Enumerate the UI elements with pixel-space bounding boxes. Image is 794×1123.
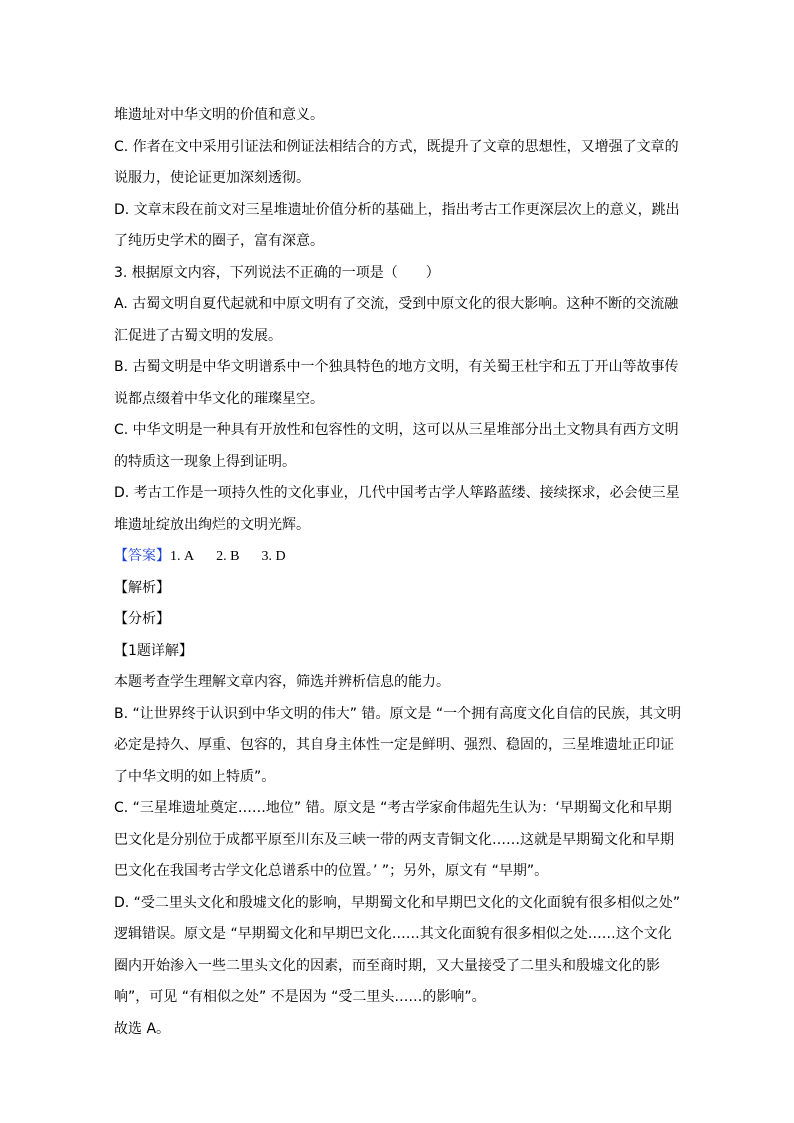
detail-line: 本题考查学生理解文章内容，筛选并辨析信息的能力。	[114, 674, 450, 690]
text-line: 汇促进了古蜀文明的发展。	[114, 327, 282, 344]
text-line: 说服力，使论证更加深刻透彻。	[114, 170, 310, 186]
text-line: 的特质这一现象上得到证明。	[114, 453, 296, 470]
detail-tag: 【1题详解】	[114, 642, 193, 659]
option-c-line: C. 作者在文中采用引证法和例证法相结合的方式，既提升了文章的思想性，又增强了文章的	[114, 138, 679, 155]
detail-line: D. “受二里头文化和殷墟文化的影响，早期蜀文化和早期巴文化的文化面貌有很多相似之处”	[114, 894, 681, 911]
detail-line: B. “让世界终于认识到中华文明的伟大” 错。原文是 “一个拥有高度文化自信的民族，其文明	[114, 705, 682, 722]
question-3: 3. 根据原文内容，下列说法不正确的一项是（ ）	[114, 264, 440, 281]
detail-line: 了中华文明的如上特质”。	[114, 768, 276, 785]
fenxi-tag: 【分析】	[114, 611, 170, 627]
detail-line: 响”，可见 “有相似之处” 不是因为 “受二里头……的影响”。	[114, 989, 486, 1005]
text-line: 堆遗址绽放出绚烂的文明光辉。	[114, 516, 310, 533]
answer-tag: 【答案】	[114, 548, 170, 564]
option-a-line: A. 古蜀文明自夏代起就和中原文明有了交流，受到中原文化的很大影响。这种不断的交流融	[114, 296, 679, 312]
conclusion-line: 故选 A。	[114, 1020, 171, 1037]
option-d-line: D. 考古工作是一项持久性的文化事业，几代中国考古学人筚路蓝缕、接续探求，必会使三星	[114, 485, 680, 501]
detail-line: 必定是持久、厚重、包容的，其自身主体性一定是鲜明、强烈、稳固的，三星堆遗址正印证	[114, 737, 674, 753]
analysis-tag: 【解析】	[114, 579, 170, 596]
text-line: 了纯历史学术的圈子，富有深意。	[114, 233, 324, 249]
answer-item: 2. B	[216, 549, 240, 564]
text-line: 说都点缀着中华文化的璀璨星空。	[114, 390, 324, 407]
answer-item: 3. D	[261, 549, 286, 564]
detail-line: 巴文化是分别位于成都平原至川东及三峡一带的两支青铜文化……这就是早期蜀文化和早期	[114, 831, 674, 848]
option-b-line: B. 古蜀文明是中华文明谱系中一个独具特色的地方文明，有关蜀王杜宇和五丁开山等故事传	[114, 359, 679, 375]
detail-line: C. “三星堆遗址奠定……地位” 错。原文是 “考古学家俞伟超先生认为：‘早期蜀文化和早期	[114, 800, 672, 816]
answer-line	[114, 541, 684, 573]
text-line: 堆遗址对中华文明的价值和意义。	[114, 107, 324, 123]
option-c-line: C. 中华文明是一种具有开放性和包容性的文明，这可以从三星堆部分出土文物具有西方文明	[114, 422, 679, 438]
answer-item: 1. A	[170, 549, 195, 564]
detail-line: 圈内开始渗入一些二里头文化的因素，而至商时期，又大量接受了二里头和殷墟文化的影	[114, 957, 660, 974]
option-d-line: D. 文章末段在前文对三星堆遗址价值分析的基础上，指出考古工作更深层次上的意义，跳出	[114, 201, 680, 218]
detail-line: 巴文化在我国考古学文化总谱系中的位置。’ ”；另外，原文有 “早期”。	[114, 863, 549, 879]
detail-line: 逻辑错误。原文是 “早期蜀文化和早期巴文化……其文化面貌有很多相似之处……这个文化	[114, 926, 672, 942]
document-content	[114, 100, 684, 1045]
